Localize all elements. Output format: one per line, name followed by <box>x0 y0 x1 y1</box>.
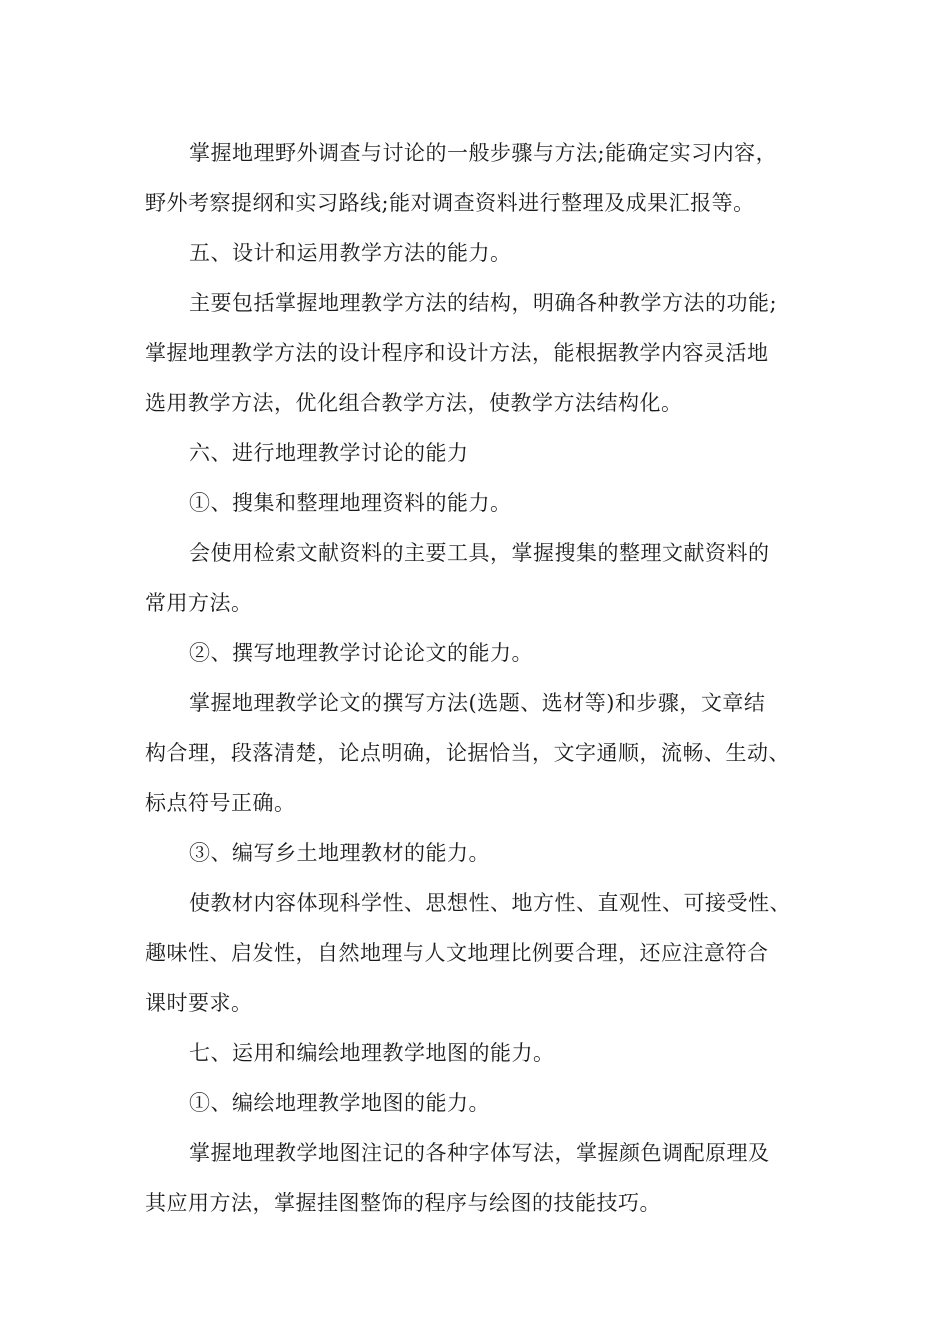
subsection-heading: ①、编绘地理教学地图的能力。 <box>189 1091 490 1115</box>
paragraph-line: 其应用方法，掌握挂图整饰的程序与绘图的技能技巧。 <box>145 1191 661 1215</box>
paragraph-line: 选用教学方法，优化组合教学方法，使教学方法结构化。 <box>145 391 683 415</box>
paragraph-line: 野外考察提纲和实习路线;能对调查资料进行整理及成果汇报等。 <box>145 191 755 215</box>
subsection-heading: ①、搜集和整理地理资料的能力。 <box>189 491 512 515</box>
paragraph-line: 主要包括掌握地理教学方法的结构，明确各种教学方法的功能; <box>189 291 778 315</box>
paragraph-line: 掌握地理教学方法的设计程序和设计方法，能根据教学内容灵活地 <box>145 341 769 365</box>
paragraph-line: 常用方法。 <box>145 591 253 615</box>
paragraph-line: 掌握地理野外调查与讨论的一般步骤与方法;能确定实习内容， <box>189 141 778 165</box>
paragraph-line: 课时要求。 <box>145 991 253 1015</box>
body-text <box>145 128 825 1228</box>
paragraph-line: 趣味性、启发性，自然地理与人文地理比例要合理，还应注意符合 <box>145 941 769 965</box>
subsection-heading: ②、撰写地理教学讨论论文的能力。 <box>189 641 533 665</box>
paragraph-line: 掌握地理教学地图注记的各种字体写法，掌握颜色调配原理及 <box>189 1141 770 1165</box>
paragraph-line: 使教材内容体现科学性、思想性、地方性、直观性、可接受性、 <box>189 891 791 915</box>
paragraph-line: 构合理，段落清楚，论点明确，论据恰当，文字通顺，流畅、生动、 <box>145 741 790 765</box>
paragraph-line: 掌握地理教学论文的撰写方法(选题、选材等)和步骤，文章结 <box>189 691 766 715</box>
section-heading: 七、运用和编绘地理教学地图的能力。 <box>189 1041 555 1065</box>
subsection-heading: ③、编写乡土地理教材的能力。 <box>189 841 490 865</box>
paragraph-line: 标点符号正确。 <box>145 791 296 815</box>
paragraph-line: 会使用检索文献资料的主要工具，掌握搜集的整理文献资料的 <box>189 541 770 565</box>
section-heading: 六、进行地理教学讨论的能力 <box>189 441 469 465</box>
section-heading: 五、设计和运用教学方法的能力。 <box>189 241 512 265</box>
